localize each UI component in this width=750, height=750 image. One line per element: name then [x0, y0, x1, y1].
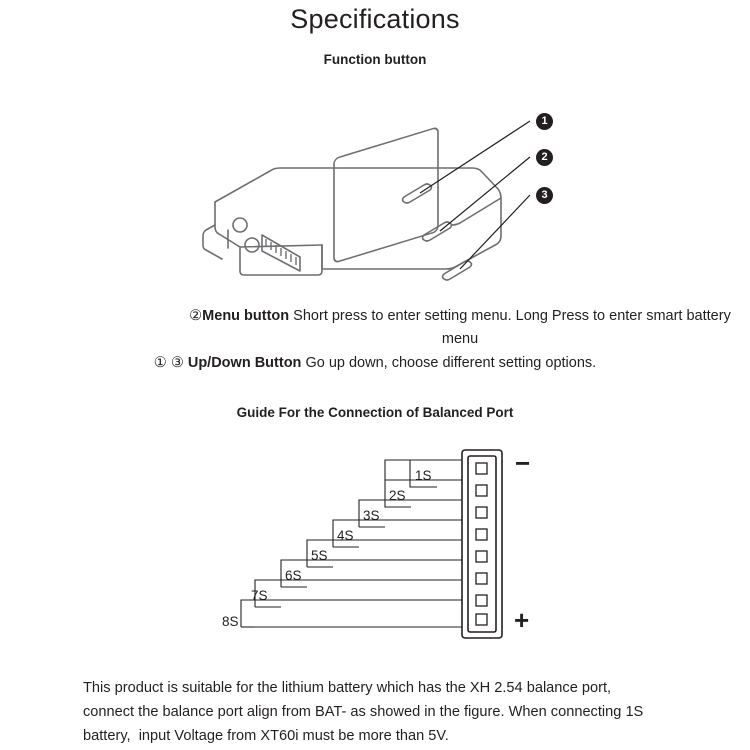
- menu-button-text: Short press to enter setting menu. Long Press to enter smart battery menu: [289, 308, 731, 347]
- label-7s: 7S: [251, 588, 268, 603]
- balance-port-diagram: [0, 432, 750, 657]
- balance-port-svg: [0, 432, 750, 657]
- updown-button-bold: Up/Down Button: [183, 355, 302, 371]
- function-button-label: Function button: [323, 52, 427, 67]
- minus-sign: −: [515, 448, 531, 478]
- label-2s: 2S: [389, 488, 406, 503]
- label-3s: 3S: [363, 508, 380, 523]
- updown-button-description: [0, 352, 750, 375]
- menu-marker: ②: [189, 308, 203, 324]
- device-svg: [0, 75, 750, 290]
- label-5s: 5S: [311, 548, 328, 563]
- footer-line-1: This product is suitable for the lithium battery which has the XH 2.54 balance port,: [83, 680, 612, 696]
- menu-button-bold: Menu button: [202, 308, 290, 324]
- label-6s: 6S: [285, 568, 302, 583]
- guide-title: Guide For the Connection of Balanced Port: [236, 405, 514, 420]
- menu-button-description: [85, 305, 750, 351]
- footer-line-3: battery, input Voltage from XT60i must be more than 5V.: [83, 728, 449, 744]
- updown-button-text: Go up down, choose different setting options.: [301, 355, 597, 371]
- callout-3: 3: [536, 187, 553, 204]
- callout-1: 1: [536, 113, 553, 130]
- label-1s: 1S: [415, 468, 432, 483]
- footer-note: [83, 676, 668, 748]
- callout-2: 2: [536, 149, 553, 166]
- label-4s: 4S: [337, 528, 354, 543]
- plus-sign: +: [514, 605, 530, 635]
- label-8s: 8S: [222, 614, 239, 629]
- device-illustration: [0, 75, 750, 290]
- page-title: Specifications: [290, 4, 460, 34]
- footer-line-2: connect the balance port align from BAT- as showed in the figure. When connecting 1S: [83, 704, 644, 720]
- updown-marker: ① ③: [153, 355, 184, 371]
